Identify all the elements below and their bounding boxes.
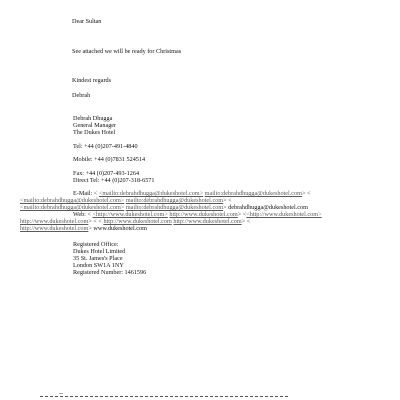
email-link[interactable]: mailto:debrahdhugga@dukeshotel.com <box>125 197 224 204</box>
email-link[interactable]: <mailto:debrahdhugga@dukeshotel.com> <box>20 197 125 204</box>
email-link[interactable]: <mailto:debrahdhugga@dukeshotel.com> <box>98 190 204 197</box>
signature-mobile: Mobile: +44 (0)7831 524514 <box>73 156 146 163</box>
email-link[interactable]: mailto:debrahdhugga@dukeshotel.com <box>204 190 302 197</box>
web-separator: > <box>88 225 92 232</box>
email-address: debrahdhugga@dukeshotel.com <box>228 204 308 211</box>
web-link[interactable]: http://www.dukeshotel.com <box>103 218 172 225</box>
email-link[interactable]: <mailto:debrahdhugga@dukeshotel.com> <box>20 204 125 211</box>
signature-title: General Manager <box>73 122 117 129</box>
message-body: See attached we will be ready for Christmas <box>72 48 182 55</box>
web-link[interactable]: http://www.dukeshotel.com <box>20 218 89 225</box>
email-separator: > <box>223 204 227 211</box>
email-link[interactable]: mailto:debrahdhugga@dukeshotel.com <box>125 204 224 211</box>
web-separator: > < < <box>88 218 102 225</box>
web-link[interactable]: http://www.dukeshotel.com <box>20 225 89 232</box>
web-address: www.dukeshotel.com <box>93 225 147 232</box>
web-link[interactable]: <http://www.dukeshotel.com> <box>92 211 168 218</box>
web-link[interactable]: <http://www.dukeshotel.com> <box>246 211 322 218</box>
web-label: Web: < <box>73 211 91 218</box>
registered-number: Registered Number: 1461596 <box>73 269 147 276</box>
registered-line: 35 St. James's Place <box>73 255 123 262</box>
email-separator: > < <box>301 190 311 197</box>
web-line-3 <box>20 225 147 233</box>
web-link[interactable]: http://www.dukeshotel.com <box>173 218 242 225</box>
signature-direct-tel: Direct Tel: +44 (0)207-318-6571 <box>73 177 155 184</box>
sender-first-name: Debrah <box>72 92 91 99</box>
web-link[interactable]: http://www.dukeshotel.com <box>169 211 238 218</box>
web-separator: > < <box>237 211 247 218</box>
registered-line: London SW1A 1NY <box>73 262 124 269</box>
footer-dashes: -- <box>59 390 64 397</box>
registered-heading: Registered Office: <box>73 241 119 248</box>
signature-company: The Dukes Hotel <box>73 129 116 136</box>
signature-fax: Fax: +44 (0)207-493-1264 <box>73 170 140 177</box>
closing: Kindest regards <box>72 77 112 84</box>
signature-tel: Tel: +44 (0)207-491-4840 <box>73 143 138 150</box>
email-label: E-Mail: < <box>73 190 98 197</box>
email-separator: > < <box>223 197 232 204</box>
footer-divider <box>40 396 288 397</box>
web-separator: > < <box>241 218 251 225</box>
signature-name: Debrah Dhugga <box>73 115 113 122</box>
registered-line: Dukes Hotel Limited <box>73 248 126 255</box>
greeting: Dear Sultan <box>72 18 102 25</box>
